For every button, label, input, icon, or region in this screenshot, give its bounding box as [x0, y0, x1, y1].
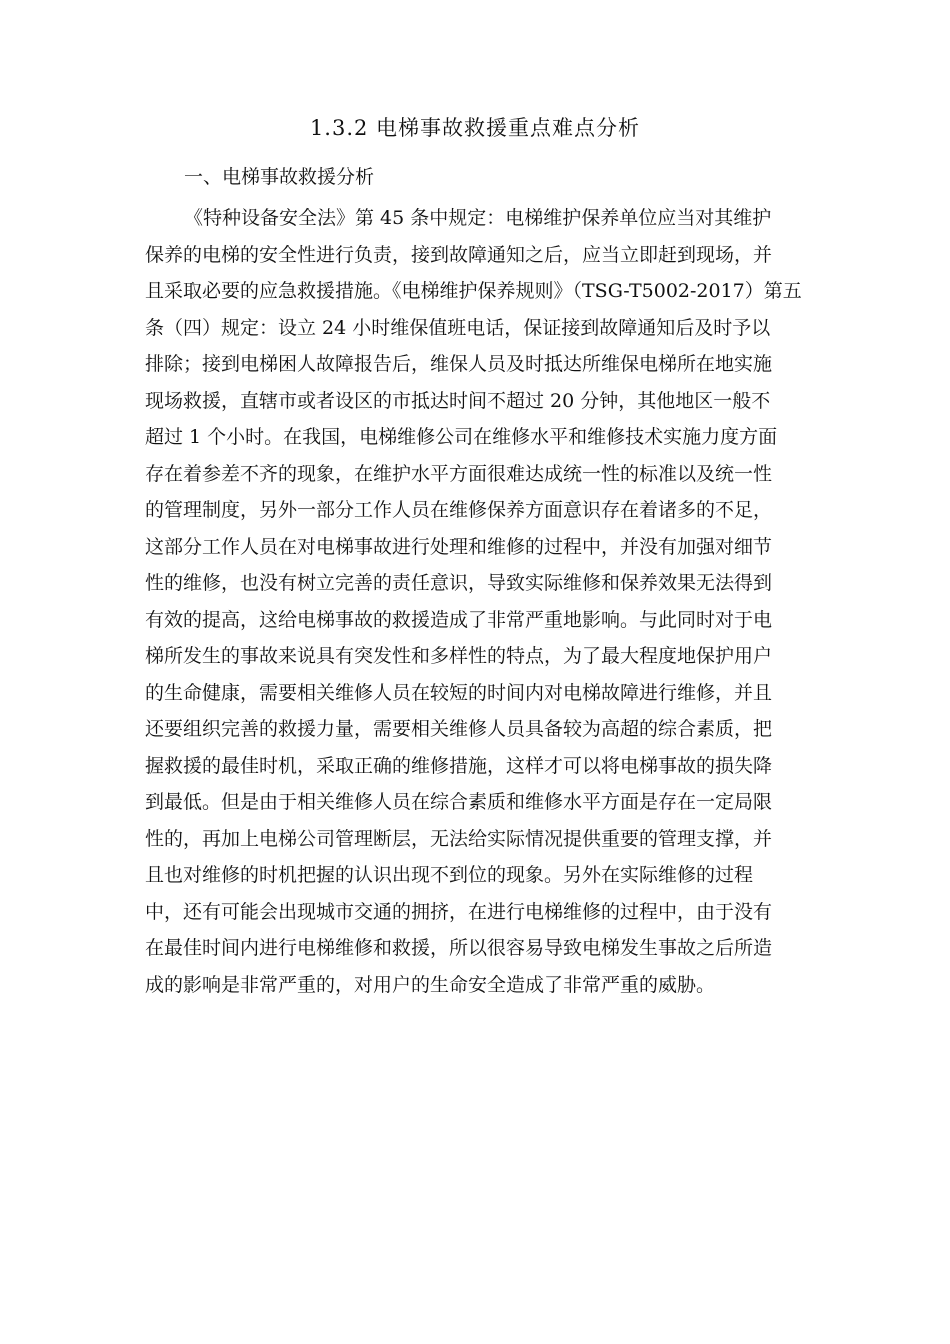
paragraph-line: 超过 1 个小时。在我国，电梯维修公司在维修水平和维修技术实施力度方面: [145, 426, 778, 448]
paragraph-line: 的生命健康，需要相关维修人员在较短的时间内对电梯故障进行维修，并且: [145, 681, 773, 704]
paragraph-line: 存在着参差不齐的现象，在维护水平方面很难达成统一性的标准以及统一性: [145, 462, 773, 485]
paragraph-line: 这部分工作人员在对电梯事故进行处理和维修的过程中，并没有加强对细节: [145, 535, 773, 558]
paragraph-line: 《特种设备安全法》第 45 条中规定：电梯维护保养单位应当对其维护: [184, 207, 772, 229]
paragraph-line: 的管理制度，另外一部分工作人员在维修保养方面意识存在着诸多的不足，: [145, 499, 773, 521]
paragraph-line: 且也对维修的时机把握的认识出现不到位的现象。另外在实际维修的过程: [145, 864, 754, 886]
paragraph-line: 握救援的最佳时机，采取正确的维修措施，这样才可以将电梯事故的损失降: [145, 754, 773, 777]
paragraph-line: 到最低。但是由于相关维修人员在综合素质和维修水平方面是存在一定局限: [145, 791, 773, 813]
page-title: 1.3.2 电梯事故救援重点难点分析: [309, 116, 641, 140]
paragraph-line: 成的影响是非常严重的，对用户的生命安全造成了非常严重的威胁。: [145, 973, 716, 996]
section-heading: 一、电梯事故救援分析: [184, 166, 375, 188]
paragraph-line: 在最佳时间内进行电梯维修和救援，所以很容易导致电梯发生事故之后所造: [145, 937, 773, 959]
paragraph-line: 条（四）规定：设立 24 小时维保值班电话，保证接到故障通知后及时予以: [145, 316, 771, 339]
body-paragraph: [145, 200, 805, 1003]
paragraph-line: 中，还有可能会出现城市交通的拥挤，在进行电梯维修的过程中，由于没有: [145, 900, 773, 923]
paragraph-line: 且采取必要的应急救援措施。《电梯维护保养规则》（TSG-T5002-2017）第五: [145, 280, 802, 302]
paragraph-line: 梯所发生的事故来说具有突发性和多样性的特点，为了最大程度地保护用户: [145, 645, 773, 667]
paragraph-line: 现场救援，直辖市或者设区的市抵达时间不超过 20 分钟，其他地区一般不: [145, 389, 771, 412]
paragraph-line: 保养的电梯的安全性进行负责，接到故障通知之后，应当立即赶到现场，并: [145, 243, 773, 266]
paragraph-line: 性的维修，也没有树立完善的责任意识，导致实际维修和保养效果无法得到: [145, 572, 773, 594]
paragraph-line: 还要组织完善的救援力量，需要相关维修人员具备较为高超的综合素质，把: [145, 718, 773, 740]
paragraph-line: 性的，再加上电梯公司管理断层，无法给实际情况提供重要的管理支撑，并: [145, 827, 773, 850]
paragraph-line: 有效的提高，这给电梯事故的救援造成了非常严重地影响。与此同时对于电: [145, 608, 773, 631]
paragraph-line: 排除；接到电梯困人故障报告后，维保人员及时抵达所维保电梯所在地实施: [145, 353, 773, 375]
